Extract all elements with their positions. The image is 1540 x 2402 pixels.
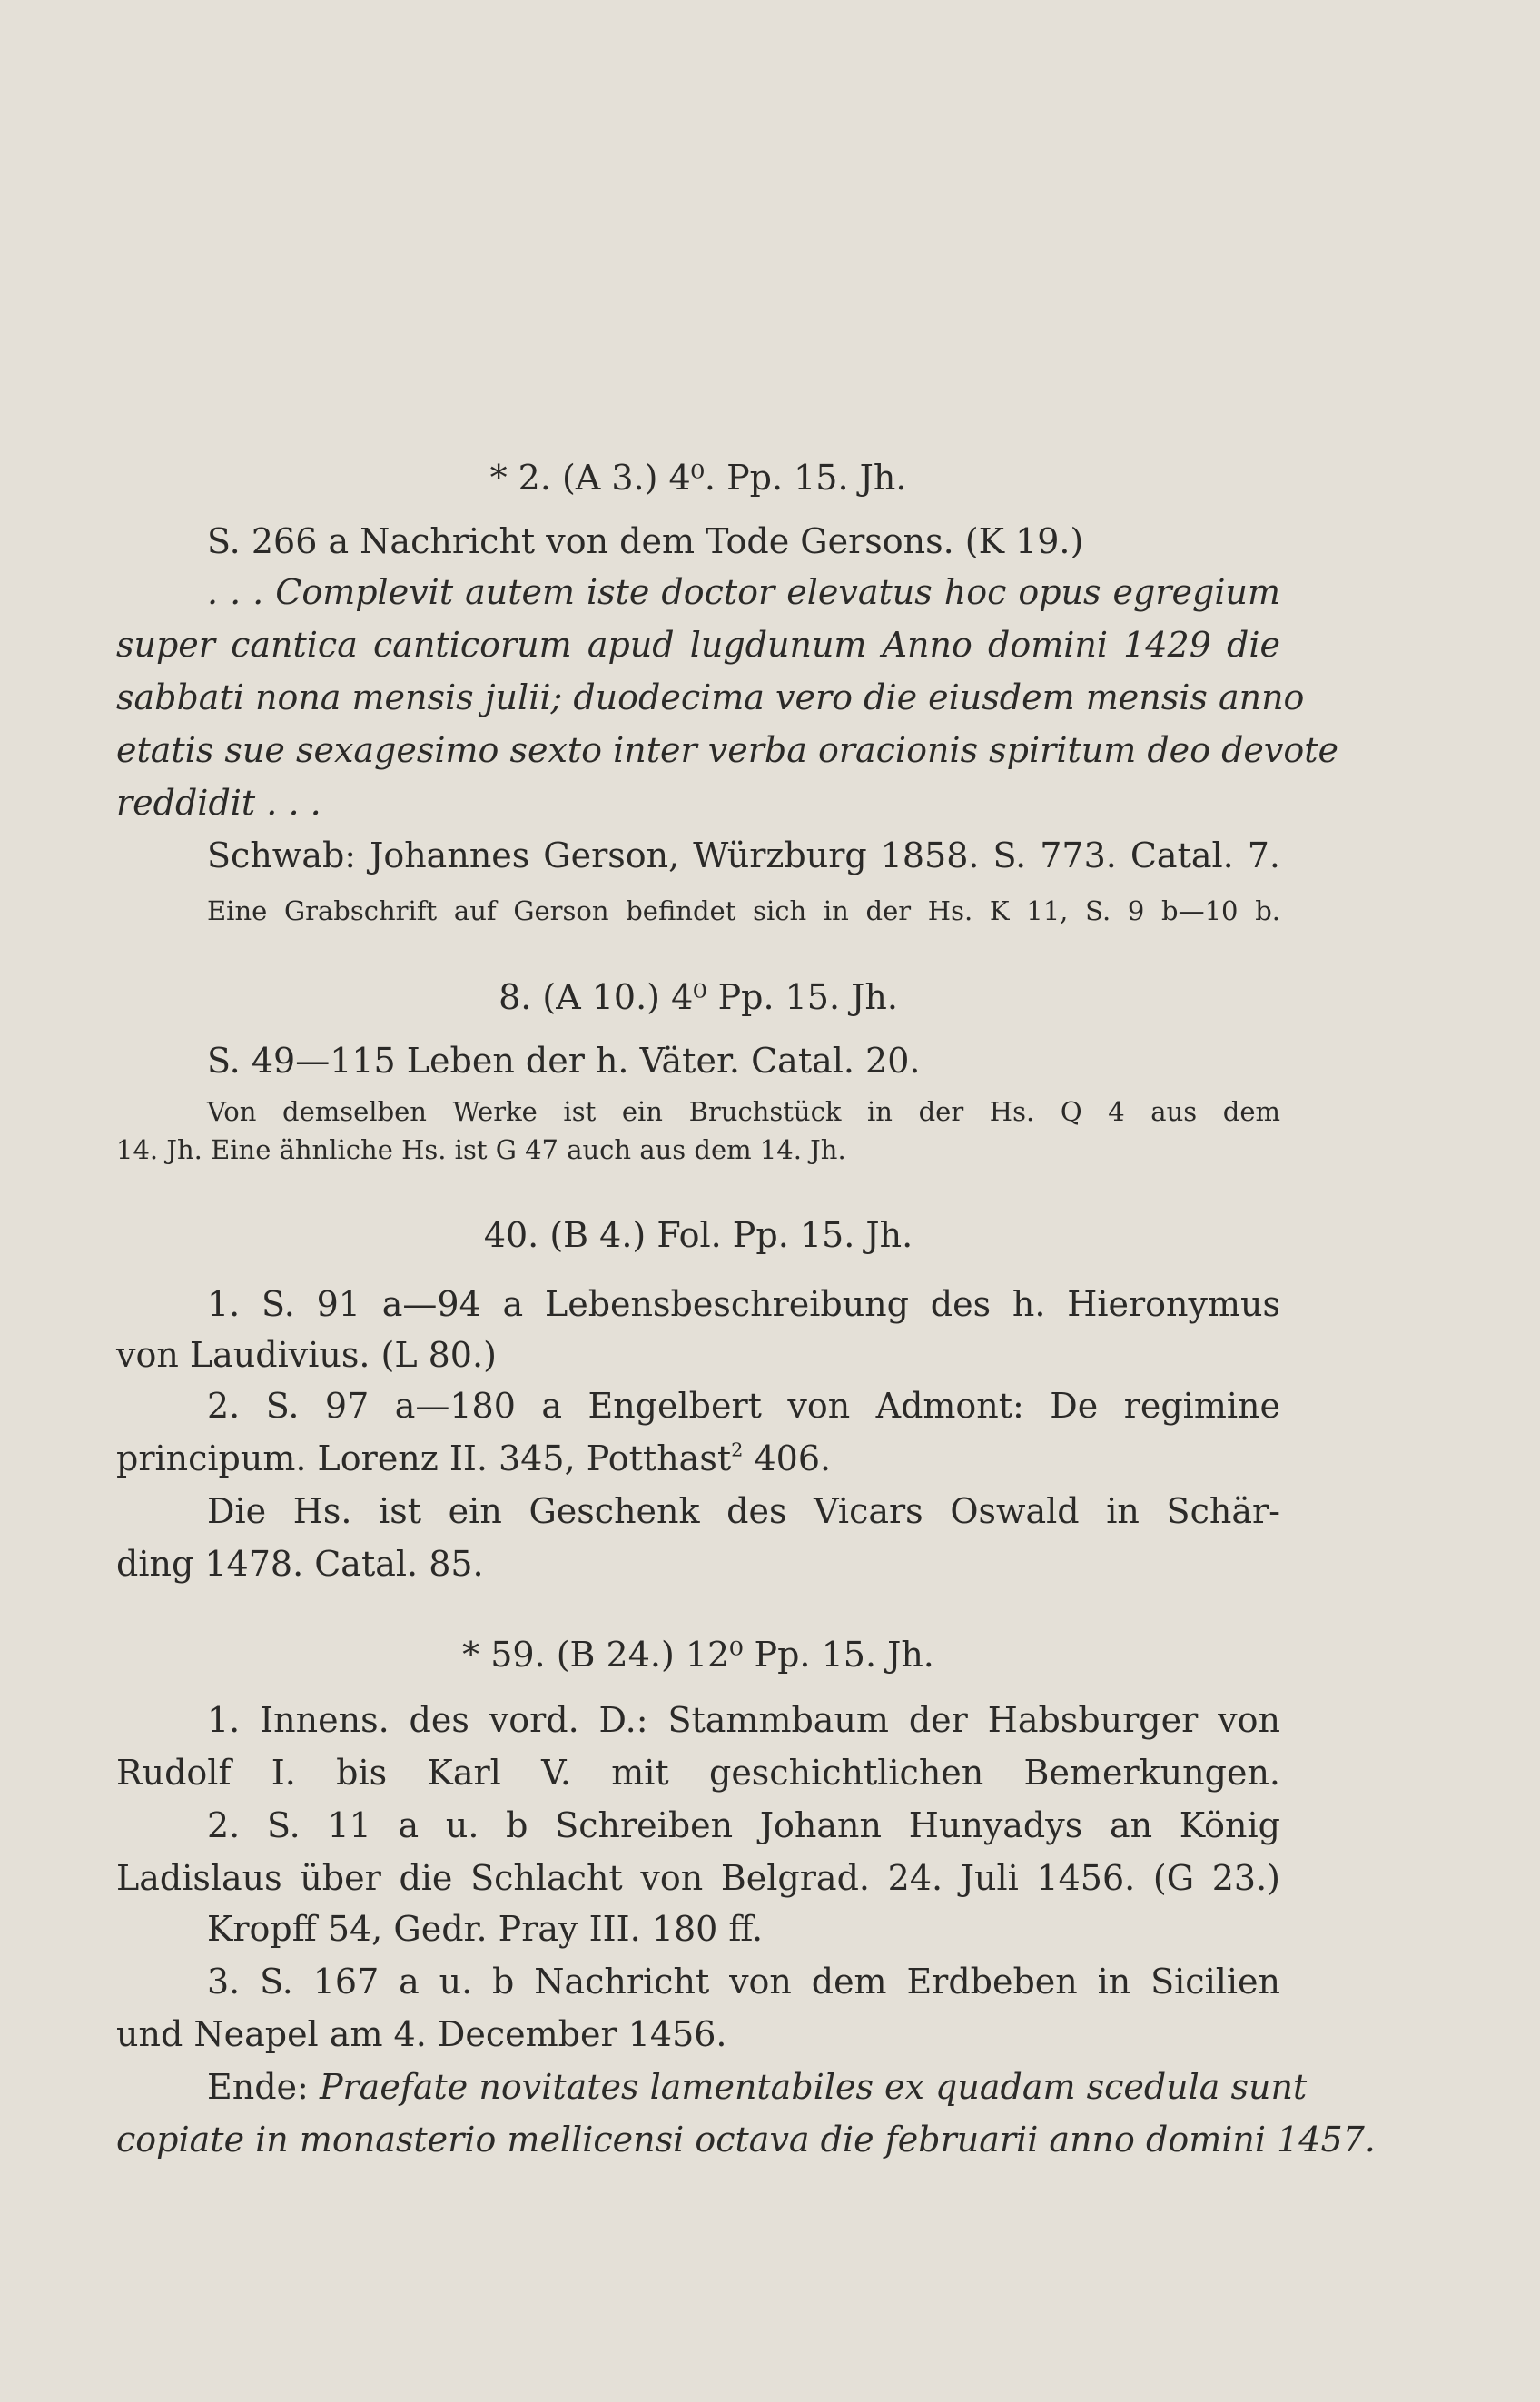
entry-heading: * 2. (A 3.) 4⁰. Pp. 15. Jh. [489, 458, 907, 498]
note-line: 14. Jh. Eine ähnliche Hs. ist G 47 auch aus dem 14. Jh. [116, 1134, 846, 1165]
entry-line: 1. S. 91 a—94 a Lebensbeschreibung des h. Hieronymus [207, 1284, 1280, 1324]
entry-line [116, 1435, 1280, 1482]
quote-line: . . . Complevit autem iste doctor elevatus hoc opus egregium [207, 572, 1280, 612]
entry-line: 2. S. 97 a—180 a Engelbert von Admont: De regimine [207, 1386, 1280, 1426]
note-line: Von demselben Werke ist ein Bruchstück in der Hs. Q 4 aus dem [207, 1096, 1280, 1127]
entry-line: 3. S. 167 a u. b Nachricht von dem Erdbeben in Sicilien [207, 1962, 1280, 2002]
entry-line: Die Hs. ist ein Geschenk des Vicars Oswald in Schär- [207, 1491, 1280, 1531]
entry-line: S. 49—115 Leben der h. Väter. Catal. 20. [207, 1041, 921, 1081]
entry-line: Ladislaus über die Schlacht von Belgrad. 24. Juli 1456. (G 23.) [116, 1858, 1280, 1898]
ende-label: Ende: [207, 2067, 309, 2107]
entry-heading: 40. (B 4.) Fol. Pp. 15. Jh. [483, 1215, 913, 1255]
reference-line: Schwab: Johannes Gerson, Würzburg 1858. S. 773. Catal. 7. [207, 835, 1280, 875]
quote-line: etatis sue sexagesimo sexto inter verba oracionis spiritum deo devote [116, 730, 1339, 770]
entry-text: 406. [754, 1438, 832, 1478]
entry-line: Rudolf I. bis Karl V. mit geschichtlichen Bemerkungen. [116, 1753, 1280, 1793]
footnote-marker: 2 [731, 1438, 744, 1461]
entry-heading: * 59. (B 24.) 12⁰ Pp. 15. Jh. [462, 1635, 934, 1675]
entry-line: Kropff 54, Gedr. Pray III. 180 ff. [207, 1909, 764, 1949]
entry-line: 1. Innens. des vord. D.: Stammbaum der Habsburger von [207, 1700, 1280, 1740]
quote-line: super cantica canticorum apud lugdunum Anno domini 1429 die [116, 625, 1280, 665]
quote-text: Praefate novitates lamentabiles ex quadam scedula sunt [319, 2067, 1308, 2107]
entry-line [116, 2063, 1308, 2110]
quote-line: reddidit . . . [116, 783, 321, 823]
quote-line: copiate in monasterio mellicensi octava die februarii anno domini 1457. [116, 2120, 1376, 2160]
entry-line: von Laudivius. (L 80.) [116, 1335, 497, 1375]
entry-line: und Neapel am 4. December 1456. [116, 2014, 727, 2054]
entry-heading: 8. (A 10.) 4⁰ Pp. 15. Jh. [499, 977, 898, 1017]
entry-line: ding 1478. Catal. 85. [116, 1544, 484, 1584]
entry-line: 2. S. 11 a u. b Schreiben Johann Hunyadys an König [207, 1805, 1280, 1845]
entry-line: S. 266 a Nachricht von dem Tode Gersons. (K 19.) [207, 521, 1084, 561]
entry-text: principum. Lorenz II. 345, Potthast [116, 1438, 732, 1478]
quote-line: sabbati nona mensis julii; duodecima vero die eiusdem mensis anno [116, 677, 1305, 717]
note-line: Eine Grabschrift auf Gerson befindet sich in der Hs. K 11, S. 9 b—10 b. [207, 895, 1280, 926]
